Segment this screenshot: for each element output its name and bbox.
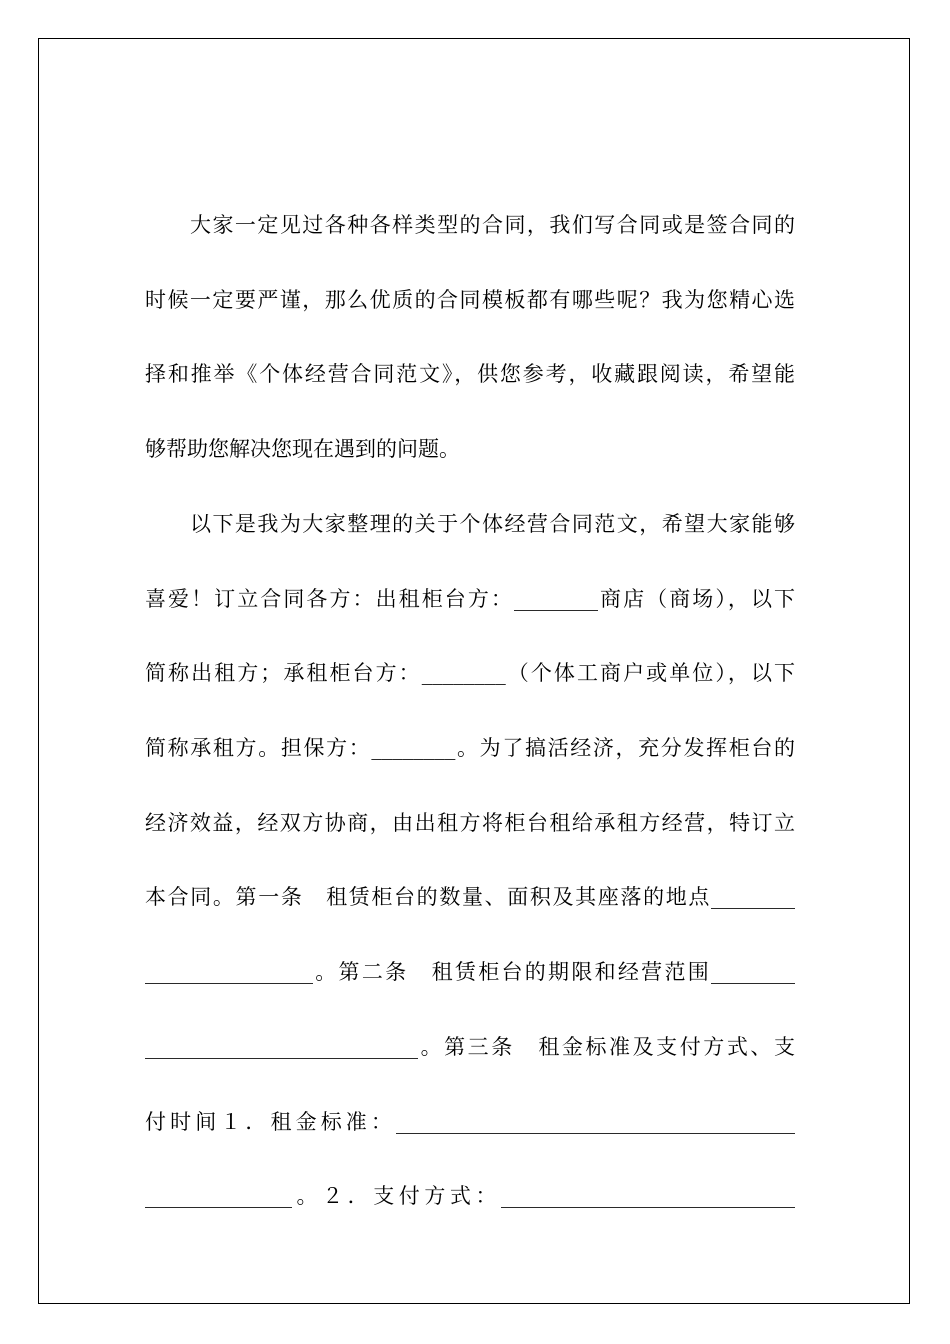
text-line: ________________。第二条 租赁柜台的期限和经营范围________ — [145, 960, 795, 984]
text-line: 经济效益，经双方协商，由出租方将柜台租给承租方经营，特订立 — [145, 811, 795, 835]
text-line: 喜爱！订立合同各方：出租柜台方：________商店（商场），以下 — [145, 587, 795, 611]
text-line: 本合同。第一条 租赁柜台的数量、面积及其座落的地点________ — [145, 885, 795, 909]
text-line: 以下是我为大家整理的关于个体经营合同范文，希望大家能够 — [190, 512, 795, 536]
text-line: 付时间１．租金标准：______________________________________ — [145, 1110, 795, 1134]
text-line: 简称出租方；承租柜台方：________（个体工商户或单位），以下 — [145, 661, 795, 685]
text-line: 够帮助您解决您现在遇到的问题。 — [145, 437, 460, 461]
text-line: __________________________。第三条 租金标准及支付方式、支 — [145, 1035, 795, 1059]
text-line: ______________。２．支付方式：____________________________ — [145, 1184, 795, 1208]
text-line: 时候一定要严谨，那么优质的合同模板都有哪些呢？我为您精心选 — [145, 288, 795, 312]
text-line: 大家一定见过各种各样类型的合同，我们写合同或是签合同的 — [190, 213, 795, 237]
text-line: 简称承租方。担保方：________。为了搞活经济，充分发挥柜台的 — [145, 736, 795, 760]
text-line: 择和推举《个体经营合同范文》，供您参考，收藏跟阅读，希望能 — [145, 362, 795, 386]
